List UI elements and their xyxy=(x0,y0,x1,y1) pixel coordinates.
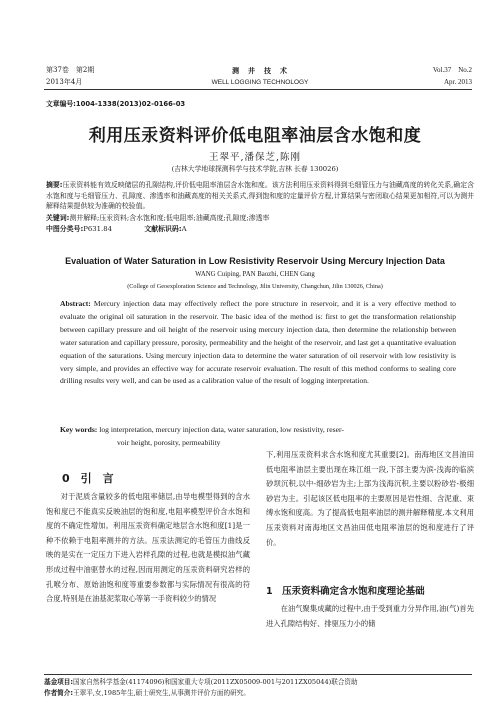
authors: 王翠平,潘保芝,陈刚 xyxy=(208,152,302,163)
fund-text: 国家自然科学基金(41174096)和国家重大专项(2011ZX05009-001与2011ZX05044)联合资助 xyxy=(73,678,358,686)
keywords-zh xyxy=(46,213,474,224)
footnote-fund xyxy=(44,677,474,687)
header-journal-zh: 测 井 技 术 xyxy=(232,66,288,75)
header-date: 2013年4月 xyxy=(46,78,83,86)
english-abstract xyxy=(60,298,456,388)
english-keywords-line1: log interpretation, mercury injection data, water saturation, low resistivity, reser- xyxy=(99,425,344,434)
author-bio-text: 王翠平,女,1985年生,硕士研究生,从事测井评价方面的研究。 xyxy=(73,689,250,697)
section-0-paragraph: 对于泥质含量较多的低电阻率储层,由导电模型得到的含水饱和度已不能真实反映油层的饱和度,电阻率模型评价含水饱和度的不确定性增加。利用压汞资料确定地层含水饱和度[1]是一种不依赖于电阻率测井的方法。压汞法测定的毛管压力曲线反映的是实在一定压力下进入岩样孔隙的过程,也就是模拟油气藏形成过程中油驱替水的过程,因而用测定的压汞资料研究岩样的孔喉分布、原始油饱和度等重要参数都与实际情况有很高的符合度,特别是在油基泥浆取心等第一手资料较少的情况 xyxy=(46,492,250,604)
header-journal-en: WELL LOGGING TECHNOLOGY xyxy=(211,79,309,86)
article-number: 文章编号:1004-1338(2013)02-0166-03 xyxy=(46,100,186,108)
right-column-lower xyxy=(266,602,474,631)
header-volume-en: Vol.37 No.2 xyxy=(432,66,472,74)
clc-value: P631.84 xyxy=(83,225,112,233)
paper-title: 利用压汞资料评价低电阻率油层含水饱和度 xyxy=(88,126,422,146)
footnote-author xyxy=(44,688,474,698)
abstract-zh-label: 摘要: xyxy=(46,181,63,189)
english-keywords xyxy=(60,424,456,450)
section-0-heading: 0 引 言 xyxy=(62,472,114,485)
english-authors: WANG Cuiping, PAN Baozhi, CHEN Gang xyxy=(195,271,315,278)
doc-code-value: A xyxy=(181,225,187,233)
english-keywords-label: Key words: xyxy=(60,425,98,434)
section-1-heading: 1 压汞资料确定含水饱和度理论基础 xyxy=(266,586,425,597)
english-keywords-line2: voir height, porosity, permeability xyxy=(117,437,221,447)
author-bio-label: 作者简介: xyxy=(44,689,74,697)
right-column xyxy=(266,448,474,550)
abstract-zh xyxy=(46,180,474,212)
english-affiliation: (College of Geoexploration Science and Technology, Jilin University, Changchun, Jilin 130026, China) xyxy=(127,283,383,290)
affiliation: (吉林大学地球探测科学与技术学院,吉林 长春 130026) xyxy=(171,165,339,173)
english-abstract-label: Abstract: xyxy=(60,299,91,308)
right-column-paragraph-1: 下,利用压汞资料求含水饱和度尤其重要[2]。南海地区文昌油田低电阻率油层主要出现在珠江组一段,下部主要为滨-浅海的临滨砂坝沉积,以中-细砂岩为主;上部为浅海沉积,主要以粉砂岩-极细砂岩为主。引起该区低电阻率的主要原因是岩性细、含泥重、束缚水饱和度高。为了提高低电阻率油层的测井解释精度,本文利用压汞资料对南海地区文昌油田低电阻率油层的饱和度进行了评价。 xyxy=(266,450,474,547)
header-volume: 第37卷 第2期 xyxy=(46,66,95,74)
fund-label: 基金项目: xyxy=(44,678,74,686)
abstract-zh-text: 压汞资料能有效反映储层的孔隙结构,评价低电阻率油层含水饱和度。该方法利用压汞资料得到毛细管压力与油藏高度的转化关系,确定含水饱和度与毛细管压力、孔隙度、渗透率和油藏高度的相关关系式,得到饱和度的定量评价方程,计算结果与密闭取心结果更加相符,可以为测井解释结果提供较为准确的校验值。 xyxy=(46,181,474,211)
english-abstract-text: Mercury injection data may effectively reflect the pore structure in reservoir, and it is a very effective method to evaluate the original oil saturation in the reservoir. The basic idea of the method is: first to get the transformation relationship between capillary pressure and oil height of the reservoir using mercury injection data, then determine the relationship between water saturation and capillary pressure, porosity, permeability and the height of the reservoir, and last get a quantitative evaluation equation of the saturations. Using mercury injection data to determine the water saturation of oil reservoir with low resistivity is very simple, and provides an effective way for accurate reservoir evaluation. The result of this method conforms to sealing core drilling results very well, and can be used as a calibration value of the result of logging interpretation. xyxy=(60,299,456,386)
english-title: Evaluation of Water Saturation in Low Resistivity Reservoir Using Mercury Injection Data xyxy=(65,256,445,266)
left-column xyxy=(46,490,250,607)
clc-label: 中图分类号: xyxy=(46,225,84,233)
doc-code-label: 文献标识码: xyxy=(144,225,182,233)
header-rule xyxy=(44,89,472,90)
footnote-rule xyxy=(44,674,472,675)
classification xyxy=(46,224,474,235)
keywords-zh-text: 测井解释;压汞资料;含水饱和度;低电阻率;油藏高度;孔隙度;渗透率 xyxy=(69,214,270,222)
header-date-en: Apr. 2013 xyxy=(444,78,472,86)
keywords-zh-label: 关键词: xyxy=(46,214,70,222)
right-column-paragraph-2: 在油气聚集成藏的过程中,由于受到重力分异作用,油(气)首先进入孔隙结构好、排驱压力小的储 xyxy=(266,604,474,628)
